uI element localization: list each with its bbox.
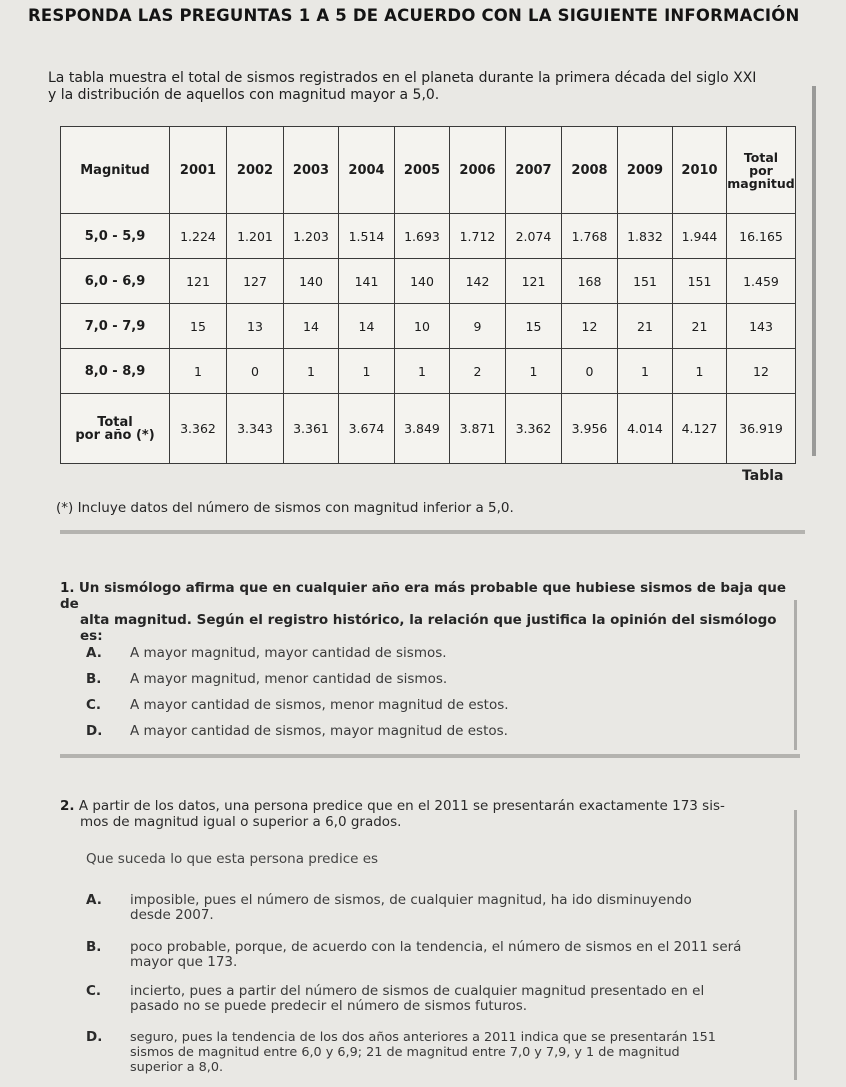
table-cell: 3.362 xyxy=(506,394,562,464)
table-cell: 140 xyxy=(284,259,339,304)
total-header-line-2: por xyxy=(749,162,773,178)
table-footnote: (*) Incluye datos del número de sismos con magnitud inferior a 5,0. xyxy=(56,500,514,516)
option-1b[interactable] xyxy=(86,672,786,688)
divider xyxy=(60,754,800,758)
option-line: superior a 8,0. xyxy=(130,1060,224,1075)
option-2d[interactable] xyxy=(86,1030,786,1078)
question-2-number: 2. xyxy=(60,798,75,814)
col-header-2010: 2010 xyxy=(673,127,727,214)
option-line: seguro, pues la tendencia de los dos años anteriores a 2011 indica que se presentarán 151 xyxy=(130,1030,716,1045)
table-cell: 141 xyxy=(339,259,395,304)
table-cell: 1 xyxy=(506,349,562,394)
question-2 xyxy=(60,798,800,830)
table-cell: 0 xyxy=(562,349,618,394)
option-letter: D. xyxy=(86,723,103,739)
table-cell: 151 xyxy=(618,259,673,304)
row-label: 5,0 - 5,9 xyxy=(61,214,170,259)
option-text xyxy=(130,1030,716,1075)
col-header-total xyxy=(727,127,796,214)
option-letter: B. xyxy=(86,671,102,687)
table-cell: 121 xyxy=(506,259,562,304)
table-cell: 21 xyxy=(673,304,727,349)
col-header-2003: 2003 xyxy=(284,127,339,214)
table-cell: 2.074 xyxy=(506,214,562,259)
table-cell: 1.768 xyxy=(562,214,618,259)
table-cell: 14 xyxy=(339,304,395,349)
question-1 xyxy=(60,580,790,644)
table-cell: 1.693 xyxy=(395,214,450,259)
option-2a[interactable] xyxy=(86,893,786,925)
table-cell: 3.343 xyxy=(227,394,284,464)
table-cell: 14 xyxy=(284,304,339,349)
option-line: pasado no se puede predecir el número de sismos futuros. xyxy=(130,998,528,1014)
option-letter: B. xyxy=(86,939,102,955)
table-cell: 140 xyxy=(395,259,450,304)
table-cell: 1 xyxy=(395,349,450,394)
col-header-2001: 2001 xyxy=(170,127,227,214)
section-header: RESPONDA LAS PREGUNTAS 1 A 5 DE ACUERDO CON LA SIGUIENTE INFORMACIÓN xyxy=(28,6,800,25)
option-text: A mayor cantidad de sismos, mayor magnitud de estos. xyxy=(130,723,508,739)
table-cell: 168 xyxy=(562,259,618,304)
table-cell: 1.944 xyxy=(673,214,727,259)
table-cell: 121 xyxy=(170,259,227,304)
table-cell: 21 xyxy=(618,304,673,349)
table-cell: 0 xyxy=(227,349,284,394)
table-cell: 2 xyxy=(450,349,506,394)
row-label: 8,0 - 8,9 xyxy=(61,349,170,394)
table-cell: 10 xyxy=(395,304,450,349)
option-letter: A. xyxy=(86,892,102,908)
table-cell: 9 xyxy=(450,304,506,349)
table-caption: Tabla xyxy=(742,468,784,484)
table-cell: 3.362 xyxy=(170,394,227,464)
table-cell: 127 xyxy=(227,259,284,304)
row-label-total xyxy=(61,394,170,464)
option-line: mayor que 173. xyxy=(130,954,238,970)
option-text: A mayor magnitud, menor cantidad de sismos. xyxy=(130,671,448,687)
table-cell: 3.674 xyxy=(339,394,395,464)
option-letter: A. xyxy=(86,645,102,661)
option-letter: C. xyxy=(86,697,102,713)
option-line: sismos de magnitud entre 6,0 y 6,9; 21 de magnitud entre 7,0 y 7,9, y 1 de magnitud xyxy=(130,1045,680,1060)
col-header-2009: 2009 xyxy=(618,127,673,214)
option-text: A mayor cantidad de sismos, menor magnitud de estos. xyxy=(130,697,509,713)
table-cell: 15 xyxy=(170,304,227,349)
row-label: 6,0 - 6,9 xyxy=(61,259,170,304)
table-cell: 3.361 xyxy=(284,394,339,464)
col-header-2004: 2004 xyxy=(339,127,395,214)
option-text xyxy=(130,984,704,1014)
table-cell: 1.203 xyxy=(284,214,339,259)
col-header-2007: 2007 xyxy=(506,127,562,214)
table-cell: 12 xyxy=(562,304,618,349)
table-cell: 1 xyxy=(673,349,727,394)
intro-text xyxy=(48,70,820,104)
option-letter: C. xyxy=(86,983,102,999)
table-row-total xyxy=(61,394,796,464)
col-header-2005: 2005 xyxy=(395,127,450,214)
table-cell: 15 xyxy=(506,304,562,349)
question-1-line-1: Un sismólogo afirma que en cualquier año era más probable que hubiese sismos de baja que de xyxy=(60,580,787,612)
option-1a[interactable] xyxy=(86,646,786,662)
table-cell: 1 xyxy=(284,349,339,394)
table-cell: 1.514 xyxy=(339,214,395,259)
table-cell: 1 xyxy=(170,349,227,394)
table-row xyxy=(61,259,796,304)
question-2-line-2: mos de magnitud igual o superior a 6,0 grados. xyxy=(80,814,402,830)
option-line: incierto, pues a partir del número de sismos de cualquier magnitud presentado en el xyxy=(130,983,705,999)
table-cell-total: 143 xyxy=(727,304,796,349)
table-cell: 13 xyxy=(227,304,284,349)
question-1-line-2: alta magnitud. Según el registro histórico, la relación que justifica la opinión del sismólogo es: xyxy=(80,612,777,644)
total-header-line-1: Total xyxy=(743,149,779,165)
table-cell-total: 1.459 xyxy=(727,259,796,304)
table-row xyxy=(61,214,796,259)
table-cell: 1.201 xyxy=(227,214,284,259)
table-row xyxy=(61,304,796,349)
option-line: poco probable, porque, de acuerdo con la tendencia, el número de sismos en el 2011 será xyxy=(130,939,742,955)
table-cell: 1.832 xyxy=(618,214,673,259)
table-cell: 142 xyxy=(450,259,506,304)
question-2-stem: Que suceda lo que esta persona predice es xyxy=(86,851,379,867)
table-row xyxy=(61,349,796,394)
table-cell: 3.871 xyxy=(450,394,506,464)
option-text: A mayor magnitud, mayor cantidad de sismos. xyxy=(130,645,447,661)
total-label-line-2: por año (*) xyxy=(75,427,155,443)
table-cell-total: 16.165 xyxy=(727,214,796,259)
option-letter: D. xyxy=(86,1029,103,1045)
intro-line-2: y la distribución de aquellos con magnitud mayor a 5,0. xyxy=(48,87,440,103)
total-header-line-3: magnitud xyxy=(727,175,795,191)
table-cell: 1.712 xyxy=(450,214,506,259)
col-header-2008: 2008 xyxy=(562,127,618,214)
option-2b[interactable] xyxy=(86,940,786,972)
col-header-2002: 2002 xyxy=(227,127,284,214)
option-text xyxy=(130,893,692,923)
table-cell: 4.127 xyxy=(673,394,727,464)
table-cell-grand-total: 36.919 xyxy=(727,394,796,464)
table-cell: 1.224 xyxy=(170,214,227,259)
option-line: imposible, pues el número de sismos, de cualquier magnitud, ha ido disminuyendo xyxy=(130,892,692,908)
question-1-number: 1. xyxy=(60,580,75,596)
table-cell: 3.956 xyxy=(562,394,618,464)
table-cell: 151 xyxy=(673,259,727,304)
row-label: 7,0 - 7,9 xyxy=(61,304,170,349)
earthquake-table xyxy=(60,126,796,464)
option-1d[interactable] xyxy=(86,724,786,740)
col-header-2006: 2006 xyxy=(450,127,506,214)
margin-rule xyxy=(794,810,797,1080)
table-cell: 3.849 xyxy=(395,394,450,464)
option-2c[interactable] xyxy=(86,984,786,1016)
option-line: desde 2007. xyxy=(130,907,214,923)
margin-rule xyxy=(794,600,797,750)
option-text xyxy=(130,940,741,970)
table-cell: 1 xyxy=(618,349,673,394)
total-label-line-1: Total xyxy=(97,414,133,430)
table-cell: 1 xyxy=(339,349,395,394)
table-cell: 4.014 xyxy=(618,394,673,464)
intro-line-1: La tabla muestra el total de sismos registrados en el planeta durante la primera década del siglo XXI xyxy=(48,70,757,86)
option-1c[interactable] xyxy=(86,698,786,714)
margin-rule xyxy=(812,86,816,456)
divider xyxy=(60,530,805,534)
col-header-magnitud: Magnitud xyxy=(61,127,170,214)
table-cell-total: 12 xyxy=(727,349,796,394)
question-2-line-1: A partir de los datos, una persona predice que en el 2011 se presentarán exactamente 173 sis- xyxy=(78,798,725,814)
